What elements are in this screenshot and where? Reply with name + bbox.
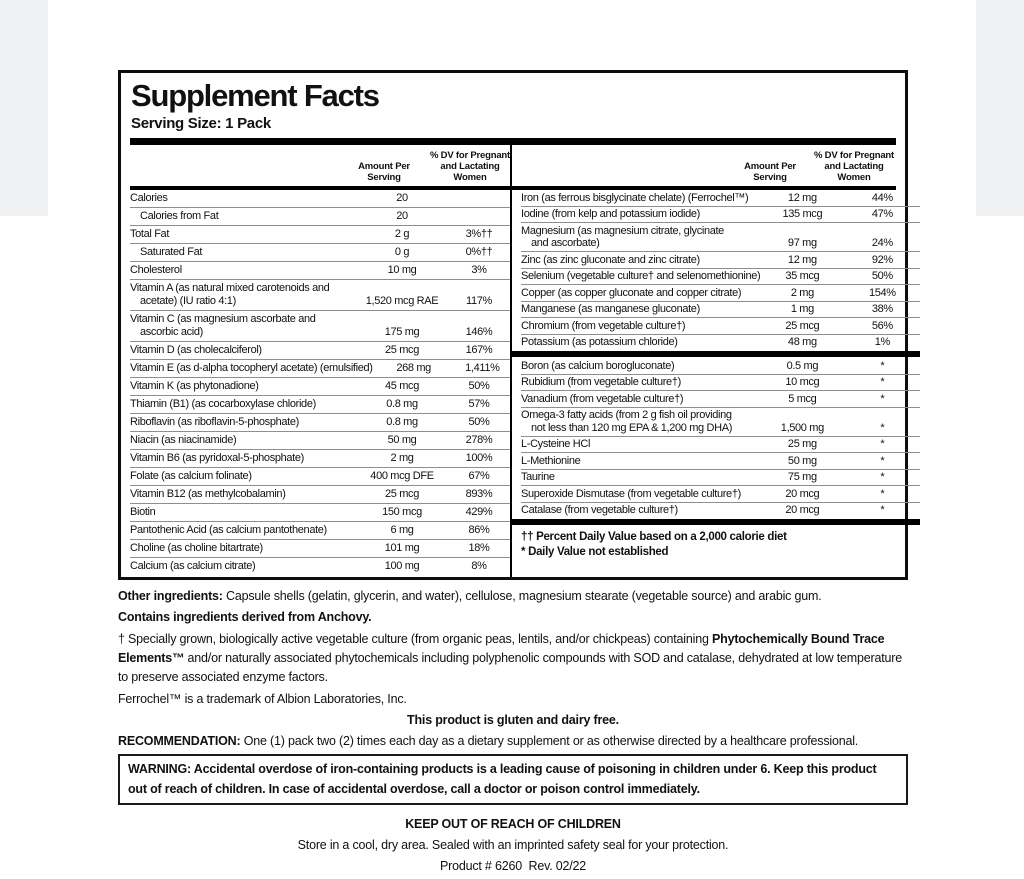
nutrient-name [521, 336, 760, 349]
table-row [521, 452, 920, 469]
table-row [521, 268, 920, 285]
table-row [521, 469, 920, 486]
nutrient-amount: 135 mcg [782, 208, 823, 220]
nutrient-amount: 20 mcg [785, 504, 820, 516]
nutrient-name [130, 282, 356, 308]
nutrient-name-line2: acetate) (IU ratio 4:1) [140, 295, 236, 307]
right-column-header [510, 145, 896, 186]
footnotes [521, 526, 920, 560]
nutrient-name-line1: Vitamin B6 (as pyridoxal-5-phosphate) [130, 452, 304, 464]
nutrient-dv: 278% [465, 434, 493, 446]
nutrient-name-line1: Omega-3 fatty acids (from 2 g fish oil providing [521, 409, 732, 421]
nutrient-dv: * [880, 392, 885, 405]
nutrient-name-line1: Selenium (vegetable culture† and selenomethionine) [521, 270, 761, 282]
nutrient-name-line1: Choline (as choline bitartrate) [130, 542, 263, 554]
no-dv-rows [521, 358, 920, 518]
table-row [521, 222, 920, 251]
table-row [130, 521, 510, 539]
nutrient-dv: 47% [871, 208, 893, 220]
top-rule [130, 138, 896, 145]
nutrient-name-line1: Boron (as calcium borogluconate) [521, 359, 675, 372]
nutrient-amount: 2 mg [390, 452, 414, 464]
nutrient-dv: 117% [466, 295, 492, 307]
nutrient-dv: 18% [468, 542, 490, 554]
nutrient-amount: 0.8 mg [386, 398, 418, 410]
mineral-rows [521, 190, 920, 350]
nutrient-amount: 25 mcg [385, 344, 419, 356]
nutrient-dv: * [880, 421, 885, 434]
note-post: and/or naturally associated phytochemicals including polyphenolic compounds with SOD and catalase, dehydrated at low temperature to preserve associated enzyme factors. [118, 650, 902, 684]
nutrient-dv: 893% [465, 488, 493, 500]
nutrient-name [130, 398, 356, 411]
nutrient-name-line1: L-Cysteine HCl [521, 438, 591, 450]
table-row [130, 377, 510, 395]
table-row [130, 341, 510, 359]
nutrient-name [130, 506, 356, 519]
nutrient-name [521, 192, 760, 205]
table-row [521, 485, 920, 502]
nutrient-amount: 100 mg [384, 560, 420, 572]
nutrient-name-line1: Vitamin C (as magnesium ascorbate and [130, 313, 316, 325]
nutrient-name-line1: Calories [130, 192, 168, 204]
section-rule [510, 351, 920, 357]
nutrient-dv: * [880, 376, 885, 388]
nutrient-name-line1: Vitamin A (as natural mixed carotenoids and [130, 282, 330, 294]
nutrient-name [521, 488, 760, 501]
nutrient-dv: 38% [871, 303, 893, 315]
nutrient-name-line1: Thiamin (B1) (as cocarboxylase chloride) [130, 398, 316, 410]
nutrient-amount: 400 mcg DFE [370, 470, 434, 482]
nutrient-dv: 50% [871, 270, 893, 282]
nutrient-amount: 20 mcg [785, 487, 820, 500]
nutrient-name-line1: Rubidium (from vegetable culture†) [521, 376, 681, 388]
nutrient-dv: 154% [868, 286, 896, 299]
nutrient-name-line1: Vitamin B12 (as methylcobalamin) [130, 488, 286, 500]
nutrient-name-line1: Folate (as calcium folinate) [130, 470, 252, 482]
table-row [521, 358, 920, 374]
gluten-free-note: This product is gluten and dairy free. [407, 713, 619, 728]
table-row [521, 436, 920, 453]
table-row [130, 310, 510, 341]
nutrient-amount: 0 g [394, 246, 410, 258]
footnote-dv-note: * Daily Value not established [521, 546, 669, 558]
supplement-label [118, 70, 908, 879]
storage-note: Store in a cool, dry area. Sealed with an imprinted safety seal for your protection. [297, 838, 729, 852]
nutrient-amount: 48 mg [787, 336, 817, 348]
facts-column-left [130, 190, 510, 577]
nutrient-dv: * [880, 454, 885, 467]
nutrient-name [521, 376, 760, 389]
nutrient-name [130, 313, 356, 339]
nutrient-amount: 25 mcg [785, 319, 820, 332]
table-row [130, 413, 510, 431]
table-row [130, 539, 510, 557]
table-row [130, 485, 510, 503]
table-row [130, 557, 510, 575]
nutrient-dv: 86% [468, 524, 490, 536]
nutrient-name-line2: ascorbic acid) [140, 326, 203, 338]
trace-elements-note [118, 630, 908, 686]
note-bold: Phytochemically Bound Trace Elements™ [118, 632, 885, 665]
nutrient-name [130, 246, 356, 259]
table-row [521, 334, 920, 351]
nutrient-name-line1: Calcium (as calcium citrate) [130, 560, 256, 572]
table-row [130, 243, 510, 261]
nutrient-amount: 25 mcg [385, 488, 419, 500]
nutrient-dv: 92% [871, 253, 893, 266]
nutrient-name-line1: Riboflavin (as riboflavin-5-phosphate) [130, 416, 299, 428]
facts-panel [118, 70, 908, 580]
nutrient-name-line1: Niacin (as niacinamide) [130, 434, 237, 446]
column-divider [510, 138, 512, 577]
table-row [130, 190, 510, 207]
table-row [521, 251, 920, 268]
nutrition-columns [130, 190, 896, 577]
nutrient-amount: 150 mcg [382, 506, 422, 518]
nutrient-name [521, 287, 760, 300]
table-row [130, 207, 510, 225]
nutrient-name-line1: Vanadium (from vegetable culture†) [521, 392, 684, 405]
section-rule [510, 519, 920, 525]
nutrient-name [521, 254, 760, 267]
warning-box [118, 754, 908, 805]
nutrient-amount: 0.5 mg [786, 359, 819, 372]
nutrient-name [521, 303, 760, 316]
nutrient-amount: 10 mcg [785, 376, 820, 388]
nutrient-dv: 100% [465, 452, 493, 464]
nutrient-name [521, 504, 760, 517]
nutrient-amount: 75 mg [787, 471, 817, 483]
table-row [130, 467, 510, 485]
nutrient-amount: 5 mcg [788, 392, 817, 405]
ferrochel-note: Ferrochel™ is a trademark of Albion Laboratories, Inc. [118, 692, 407, 707]
nutrient-amount: 50 mg [387, 434, 417, 446]
nutrient-dv: 67% [468, 470, 490, 482]
nutrient-name [130, 344, 356, 357]
nutrient-amount: 12 mg [787, 191, 817, 204]
nutrient-name [130, 192, 356, 205]
nutrient-name [130, 416, 356, 429]
nutrient-name [521, 393, 760, 406]
facts-header [121, 73, 905, 132]
nutrient-amount: 2 g [394, 228, 410, 240]
nutrient-amount: 175 mg [384, 326, 420, 338]
label-title: Supplement Facts [131, 78, 379, 113]
nutrient-name-line1: Magnesium (as magnesium citrate, glycinate [521, 224, 724, 237]
nutrient-name-line1: Vitamin E (as d-alpha tocopheryl acetate) (emulsified) [130, 362, 373, 374]
nutrient-dv: 1% [874, 336, 890, 348]
nutrient-amount: 97 mg [787, 237, 817, 249]
warning-text: WARNING: Accidental overdose of iron-containing products is a leading cause of poisoning in children under 6. Keep this product out of reach of children. In case of accidental overdose, call a doctor or poison control immediately. [128, 762, 877, 796]
nutrient-amount: 1 mg [790, 303, 814, 315]
note-pre: † Specially grown, biologically active vegetable culture (from organic peas, lentils, and/or chickpeas) containing [118, 632, 712, 646]
nutrient-name [130, 380, 356, 393]
nutrient-name-line1: Total Fat [130, 228, 170, 240]
nutrient-dv: 146% [465, 326, 493, 338]
nutrient-name [521, 471, 760, 484]
nutrient-name [130, 452, 356, 465]
nutrient-name-line1: Copper (as copper gluconate and copper citrate) [521, 286, 742, 299]
nutrient-amount: 50 mg [787, 454, 817, 467]
recommendation-text: One (1) pack two (2) times each day as a dietary supplement or as otherwise directed by a healthcare professional. [240, 734, 859, 749]
nutrient-amount: 20 [396, 210, 408, 222]
table-row [521, 190, 920, 206]
nutrient-name-line1: Iodine (from kelp and potassium iodide) [521, 208, 700, 220]
nutrient-name [521, 270, 760, 283]
table-row [521, 407, 920, 436]
nutrient-name [521, 360, 760, 373]
nutrient-name-line1: Vitamin D (as cholecalciferol) [130, 344, 262, 356]
nutrient-amount: 20 [396, 192, 408, 204]
nutrient-amount: 101 mg [384, 542, 420, 554]
serving-size: Serving Size: 1 Pack [131, 115, 271, 132]
nutrient-amount: 6 mg [390, 524, 414, 536]
page-corner-left [0, 0, 48, 216]
table-row [521, 284, 920, 301]
nutrient-dv: 0%†† [465, 246, 493, 258]
nutrient-name [130, 524, 356, 537]
nutrient-name [521, 455, 760, 468]
table-row [521, 206, 920, 223]
nutrient-name-line1: Biotin [130, 506, 156, 518]
table-row [130, 359, 510, 377]
nutrient-dv: 1,411% [465, 362, 500, 374]
nutrient-name [130, 560, 356, 573]
nutrient-dv: * [880, 359, 885, 372]
nutrient-dv: 8% [471, 560, 487, 572]
keep-out-note: KEEP OUT OF REACH OF CHILDREN [405, 817, 621, 831]
nutrient-name [130, 210, 356, 223]
nutrient-dv: 3%†† [465, 228, 493, 240]
facts-table [130, 138, 896, 577]
contains-note: Contains ingredients derived from Anchovy. [118, 610, 372, 624]
nutrient-name-line1: Iron (as ferrous bisglycinate chelate) (Ferrochel™) [521, 191, 749, 204]
label-footer-text [118, 588, 908, 874]
nutrient-dv: * [880, 504, 885, 516]
nutrient-amount: 45 mcg [385, 380, 419, 392]
table-row [130, 395, 510, 413]
nutrient-name-line2: not less than 120 mg EPA & 1,200 mg DHA) [531, 421, 733, 434]
table-row [130, 225, 510, 243]
other-ingredients-text: Capsule shells (gelatin, glycerin, and water), cellulose, magnesium stearate (vegetable source) and arabic gum. [222, 589, 822, 603]
facts-column-right [510, 190, 920, 577]
table-row [130, 449, 510, 467]
nutrient-name [521, 320, 760, 333]
table-row [130, 279, 510, 310]
nutrient-amount: 1,520 mcg RAE [365, 295, 439, 307]
nutrient-name-line1: L-Methionine [521, 454, 581, 467]
nutrient-name [130, 542, 356, 555]
other-ingredients-label: Other ingredients: [118, 589, 223, 603]
nutrient-amount: 12 mg [787, 253, 817, 266]
nutrient-name [521, 438, 760, 451]
nutrient-amount: 10 mg [387, 264, 417, 276]
nutrient-name [521, 409, 760, 434]
nutrient-name-line1: Cholesterol [130, 264, 182, 276]
nutrient-dv: * [880, 471, 885, 483]
nutrient-name [130, 470, 356, 483]
nutrient-amount: 25 mg [787, 438, 817, 450]
nutrient-name-line1: Vitamin K (as phytonadione) [130, 380, 259, 392]
nutrient-name-line1: Superoxide Dismutase (from vegetable culture†) [521, 487, 741, 500]
nutrient-dv: * [880, 487, 885, 500]
nutrient-name-line1: Calories from Fat [140, 210, 219, 222]
footnote-dv-basis: †† Percent Daily Value based on a 2,000 calorie diet [521, 531, 787, 543]
nutrient-name [521, 208, 760, 221]
page-corner-right [976, 0, 1024, 216]
nutrient-name [521, 225, 760, 250]
nutrient-name [130, 434, 356, 447]
nutrient-name [130, 264, 356, 277]
nutrient-dv: 50% [468, 416, 490, 428]
column-headers [130, 145, 896, 186]
nutrient-name-line1: Chromium (from vegetable culture†) [521, 319, 686, 332]
nutrient-dv: 3% [471, 264, 487, 276]
nutrient-dv: * [880, 438, 885, 450]
table-row [521, 317, 920, 334]
amount-header: Amount Per Serving [358, 161, 410, 183]
amount-header: Amount Per Serving [744, 161, 796, 183]
table-row [130, 261, 510, 279]
product-code: Product # 6260 Rev. 02/22 [439, 859, 587, 873]
left-column-header [130, 145, 510, 186]
dv-header: % DV for Pregnant and Lactating Women [430, 150, 510, 183]
nutrient-amount: 1,500 mg [780, 421, 824, 434]
nutrient-name-line2: and ascorbate) [531, 237, 600, 249]
nutrient-name-line1: Zinc (as zinc gluconate and zinc citrate) [521, 253, 700, 266]
table-row [521, 374, 920, 391]
nutrient-name-line1: Manganese (as manganese gluconate) [521, 303, 700, 315]
dv-header: % DV for Pregnant and Lactating Women [814, 150, 894, 183]
nutrient-name-line1: Saturated Fat [140, 246, 203, 258]
nutrient-dv: 56% [871, 319, 893, 332]
recommendation [118, 733, 908, 749]
nutrient-dv: 57% [468, 398, 490, 410]
nutrient-name-line1: Pantothenic Acid (as calcium pantothenate) [130, 524, 327, 536]
nutrient-amount: 268 mg [396, 362, 431, 374]
nutrient-dv: 429% [465, 506, 493, 518]
nutrient-dv: 24% [871, 237, 893, 249]
table-row [521, 301, 920, 318]
table-row [521, 390, 920, 407]
nutrient-name-line1: Taurine [521, 471, 555, 483]
table-row [521, 502, 920, 519]
recommendation-label: RECOMMENDATION: [118, 734, 241, 749]
table-row [130, 431, 510, 449]
nutrient-name-line1: Potassium (as potassium chloride) [521, 336, 678, 348]
nutrient-dv: 44% [871, 191, 893, 204]
nutrient-amount: 35 mcg [785, 270, 820, 282]
nutrient-amount: 0.8 mg [386, 416, 418, 428]
nutrient-name [130, 228, 356, 241]
nutrient-name [130, 362, 373, 375]
table-row [130, 503, 510, 521]
other-ingredients [118, 588, 908, 604]
nutrient-name [130, 488, 356, 501]
nutrient-dv: 167% [465, 344, 493, 356]
nutrient-amount: 2 mg [790, 286, 814, 299]
nutrient-name-line1: Catalase (from vegetable culture†) [521, 504, 678, 516]
nutrient-dv: 50% [468, 380, 490, 392]
